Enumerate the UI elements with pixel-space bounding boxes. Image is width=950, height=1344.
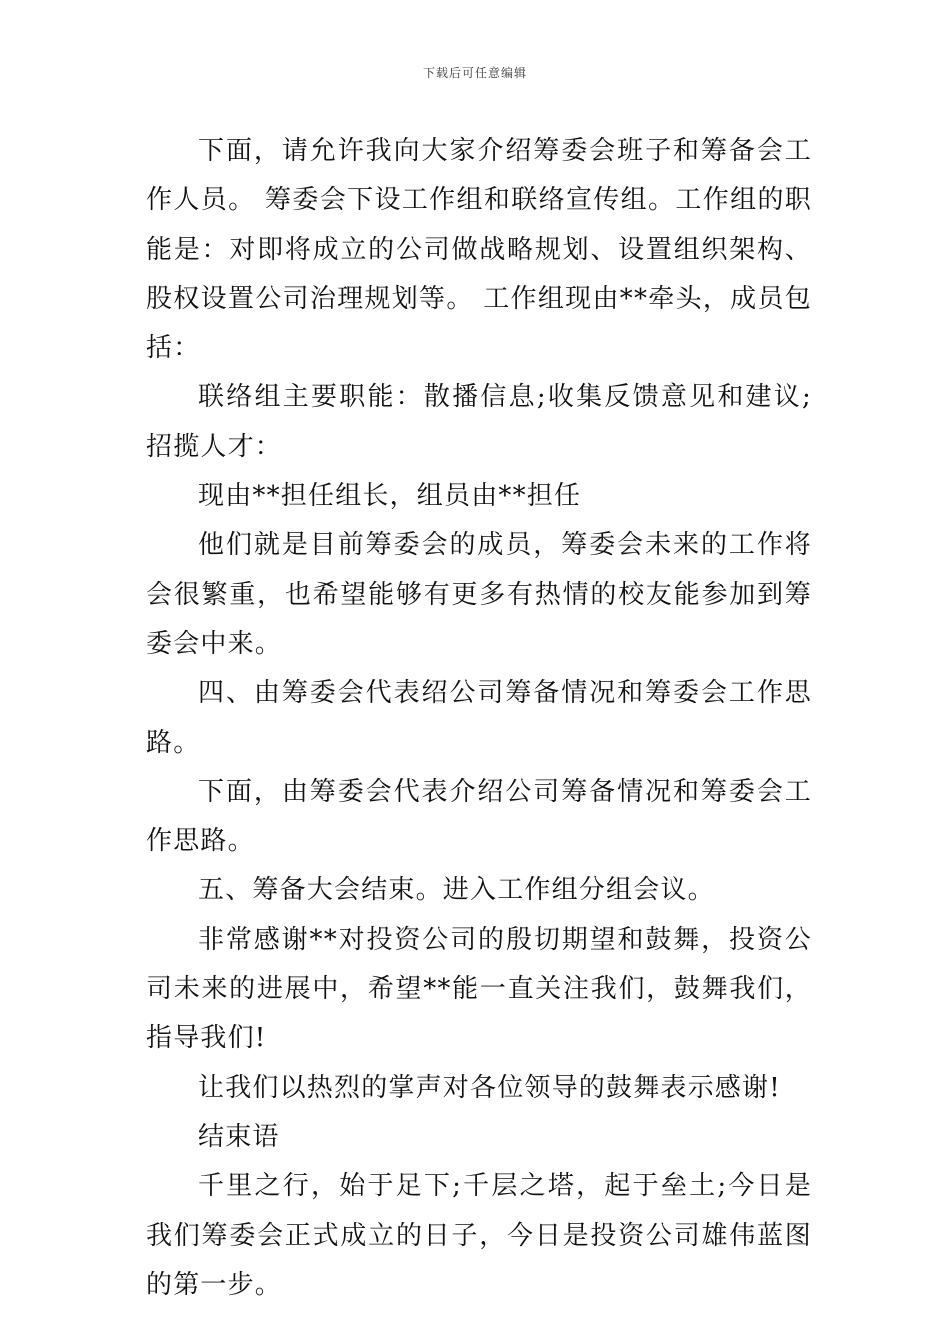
paragraph: 五、筹备大会结束。进入工作组分组会议。 bbox=[198, 875, 715, 906]
document-body bbox=[146, 127, 812, 1310]
section-heading: 结束语 bbox=[198, 1121, 280, 1152]
page-header-note: 下载后可任意编辑 bbox=[422, 66, 527, 80]
paragraph: 现由**担任组长，组员由**担任 bbox=[198, 481, 582, 512]
paragraph: 千里之行，始于足下;千层之塔，起于垒土;今日是我们筹委会正式成立的日子，今日是投资公司雄伟蓝图的第一步。 bbox=[146, 1171, 812, 1300]
paragraph: 联络组主要职能：散播信息;收集反馈意见和建议;招揽人才： bbox=[146, 382, 812, 462]
paragraph: 他们就是目前筹委会的成员，筹委会未来的工作将会很繁重，也希望能够有更多有热情的校友能参加到筹委会中来。 bbox=[146, 530, 812, 659]
paragraph: 下面，由筹委会代表介绍公司筹备情况和筹委会工作思路。 bbox=[146, 776, 812, 857]
paragraph: 下面，请允许我向大家介绍筹委会班子和筹备会工作人员。 筹委会下设工作组和联络宣传组。工作组的职能是：对即将成立的公司做战略规划、设置组织架构、股权设置公司治理规划等。 工作组现由**牵头，成员包括： bbox=[146, 136, 812, 364]
paragraph: 让我们以热烈的掌声对各位领导的鼓舞表示感谢! bbox=[198, 1072, 781, 1103]
paragraph: 非常感谢**对投资公司的殷切期望和鼓舞，投资公司未来的进展中，希望**能一直关注我们，鼓舞我们，指导我们! bbox=[146, 924, 812, 1054]
paragraph: 四、由筹委会代表绍公司筹备情况和筹委会工作思路。 bbox=[146, 678, 812, 758]
